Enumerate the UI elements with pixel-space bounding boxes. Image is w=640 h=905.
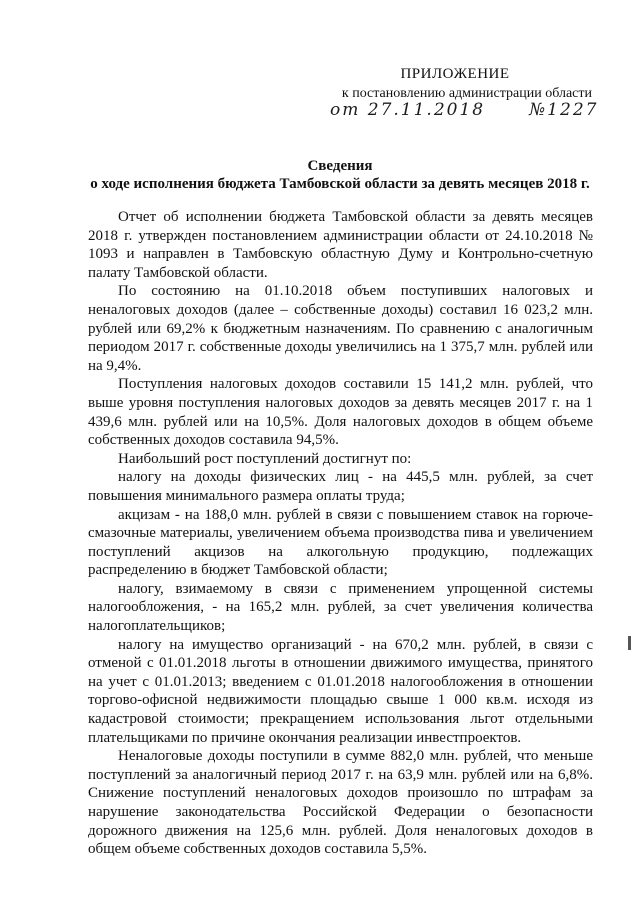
handwritten-date-number	[330, 100, 598, 120]
paragraph-personal-income-tax: налогу на доходы физических лиц - на 445,5 млн. рублей, за счет повышения минимального размера оплаты труда;	[88, 469, 593, 504]
paragraph-report-approval: Отчет об исполнении бюджета Тамбовской области за девять месяцев 2018 г. утвержден постановлением администрации области от 24.10.2018 № 1093 и направлен в Тамбовскую областную Думу и Контрольно-счетную палату Тамбовской области.	[88, 209, 593, 281]
paragraph-own-revenues: По состоянию на 01.10.2018 объем поступивших налоговых и неналоговых доходов (далее – собственные доходы) составил 16 023,2 млн. рублей или 69,2% к бюджетным назначениям. По сравнению с аналогичным периодом 2017 г. собственные доходы увеличились на 1 375,7 млн. рублей или на 9,4%.	[88, 283, 593, 374]
scan-mark	[628, 636, 631, 650]
handwritten-number: №1227	[529, 100, 599, 120]
paragraph-non-tax-revenues: Неналоговые доходы поступили в сумме 882,0 млн. рублей, что меньше поступлений за аналогичный период 2017 г. на 63,9 млн. рублей или на 6,8%. Снижение поступлений неналоговых доходов произошло по штрафам за нарушение законодательства Российской Федерации о безопасности дорожного движения на 125,6 млн. рублей. Доля неналоговых доходов в общем объеме собственных доходов составила 5,5%.	[88, 748, 593, 858]
paragraph-growth-intro: Наибольший рост поступлений достигнут по:	[118, 450, 412, 467]
paragraph-tax-revenues: Поступления налоговых доходов составили 15 141,2 млн. рублей, что выше уровня поступления налоговых доходов за девять месяцев 2017 г. на 1 439,6 млн. рублей или на 10,5%. Доля налоговых доходов в общем объеме собственных доходов составила 94,5%.	[88, 376, 593, 449]
appendix-subtitle: к постановлению администрации области	[341, 86, 592, 101]
document-title: Сведения	[307, 158, 373, 174]
paragraph-property-tax: налогу на имущество организаций - на 670,2 млн. рублей, в связи с отменой с 01.01.2018 льготы в отношении движимого имущества, принятого на учет с 01.01.2013; введением с 01.01.2018 налогообложения в отношении торгово-офисной недвижимости площадью свыше 1 000 кв.м. исходя из кадастровой стоимости; прекращением использования льгот отдельными плательщиками по причине окончания реализации инвестпроектов.	[88, 636, 593, 746]
handwritten-date: от 27.11.2018	[330, 100, 486, 120]
paragraph-excises: акцизам - на 188,0 млн. рублей в связи с повышением ставок на горюче-смазочные материалы, увеличением объема производства пива и увеличением поступлений акцизов на алкогольную продукцию, подлежащих распределению в бюджет Тамбовской области;	[88, 506, 593, 579]
document-subtitle: о ходе исполнения бюджета Тамбовской области за девять месяцев 2018 г.	[90, 176, 590, 192]
document-body	[88, 208, 593, 859]
appendix-title: ПРИЛОЖЕНИЕ	[400, 66, 510, 82]
paragraph-simplified-tax: налогу, взимаемому в связи с применением упрощенной системы налогообложения, - на 165,2 млн. рублей, за счет увеличения количества налогоплательщиков;	[88, 580, 593, 635]
